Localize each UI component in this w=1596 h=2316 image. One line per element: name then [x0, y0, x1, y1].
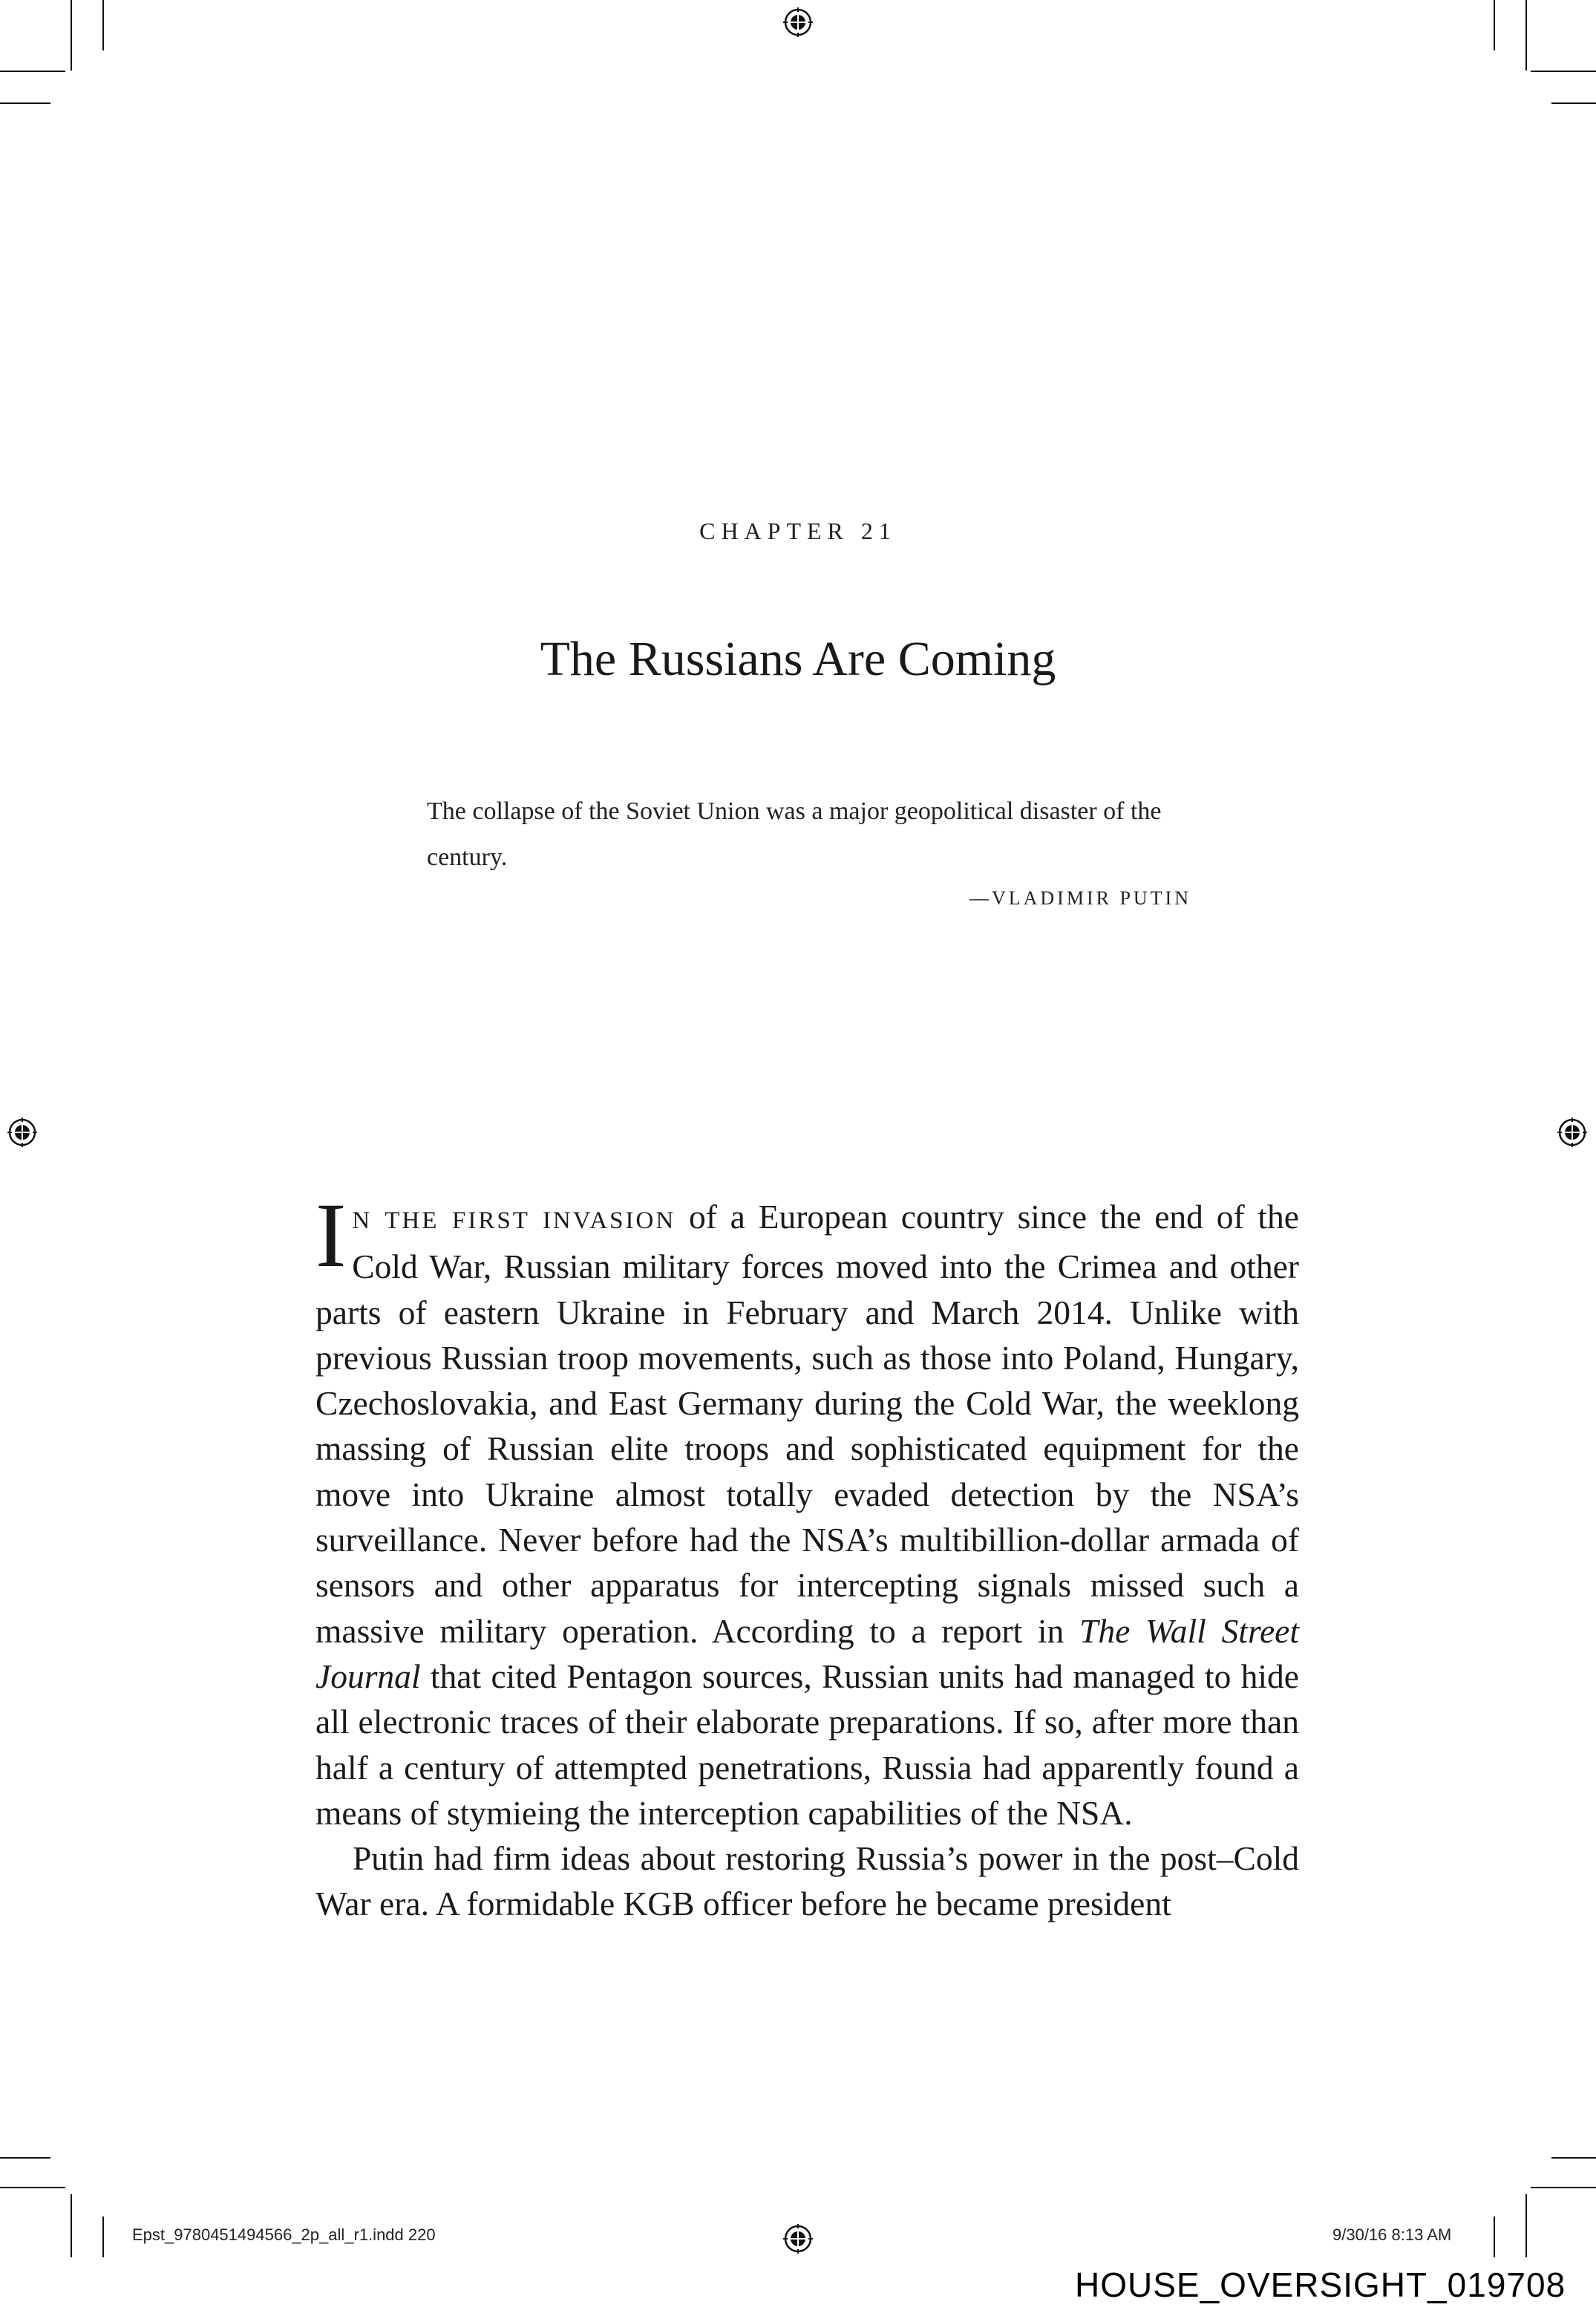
registration-mark-icon — [783, 2224, 813, 2254]
slug-filename: Epst_9780451494566_2p_all_r1.indd 220 — [132, 2225, 436, 2244]
crop-mark — [1551, 2157, 1596, 2159]
crop-mark — [0, 2187, 65, 2188]
crop-mark — [1531, 71, 1596, 72]
registration-mark-icon — [7, 1118, 37, 1147]
crop-mark — [102, 2216, 104, 2257]
crop-mark — [71, 2194, 72, 2257]
paragraph-text: that cited Pentagon sources, Russian units had managed to hide all electronic traces of their elaborate preparations. If so, after more than half a century of attempted penetrations, Russia had apparently found a means of stymieing the interception capabilities of the NSA. — [315, 1657, 1299, 1832]
crop-mark — [1525, 0, 1527, 71]
crop-mark — [1494, 0, 1495, 50]
crop-mark — [1551, 102, 1596, 104]
crop-mark — [71, 0, 72, 71]
crop-mark — [1494, 2216, 1495, 2257]
lead-in-smallcaps: N THE FIRST INVASION — [352, 1207, 676, 1234]
epigraph-quote: The collapse of the Soviet Union was a major geopolitical disaster of the century. — [427, 797, 1162, 871]
body-text — [315, 1184, 1299, 1927]
drop-cap: I — [315, 1184, 347, 1286]
paragraph-text: of a European country since the end of the Cold War, Russian military forces moved into the Crimea and other parts of eastern Ukraine in February and March 2014. Unlike with previous Russian troop movements, such as those into Poland, Hungary, Czechoslovakia, and East Germany during the Cold War, the weeklong massing of Russian elite troops and sophisticated equipment for the move into Ukraine almost totally evaded detection by the NSA’s surveillance. Never before had the NSA’s multibillion-dollar armada of sensors and other apparatus for intercepting signals missed such a massive military operation. According to a report in — [315, 1198, 1299, 1650]
chapter-label: CHAPTER 21 — [699, 518, 897, 544]
publication-title: The Wall Street Journal — [315, 1611, 1299, 1695]
crop-mark — [0, 71, 65, 72]
chapter-title: The Russians Are Coming — [540, 632, 1056, 686]
crop-mark — [0, 2157, 50, 2159]
crop-mark — [1531, 2187, 1596, 2188]
slug-timestamp: 9/30/16 8:13 AM — [1332, 2225, 1452, 2244]
registration-mark-icon — [1557, 1118, 1587, 1147]
paragraph: Putin had firm ideas about restoring Russia’s power in the post–Cold War era. A formidable KGB officer before he became president — [315, 1839, 1299, 1923]
crop-mark — [102, 0, 104, 50]
registration-mark-icon — [783, 7, 813, 37]
paragraph — [315, 1184, 1299, 1836]
crop-mark — [1525, 2194, 1527, 2257]
epigraph-attribution: —VLADIMIR PUTIN — [969, 887, 1191, 909]
bates-number: HOUSE_OVERSIGHT_019708 — [1075, 2266, 1566, 2304]
crop-mark — [0, 102, 50, 104]
